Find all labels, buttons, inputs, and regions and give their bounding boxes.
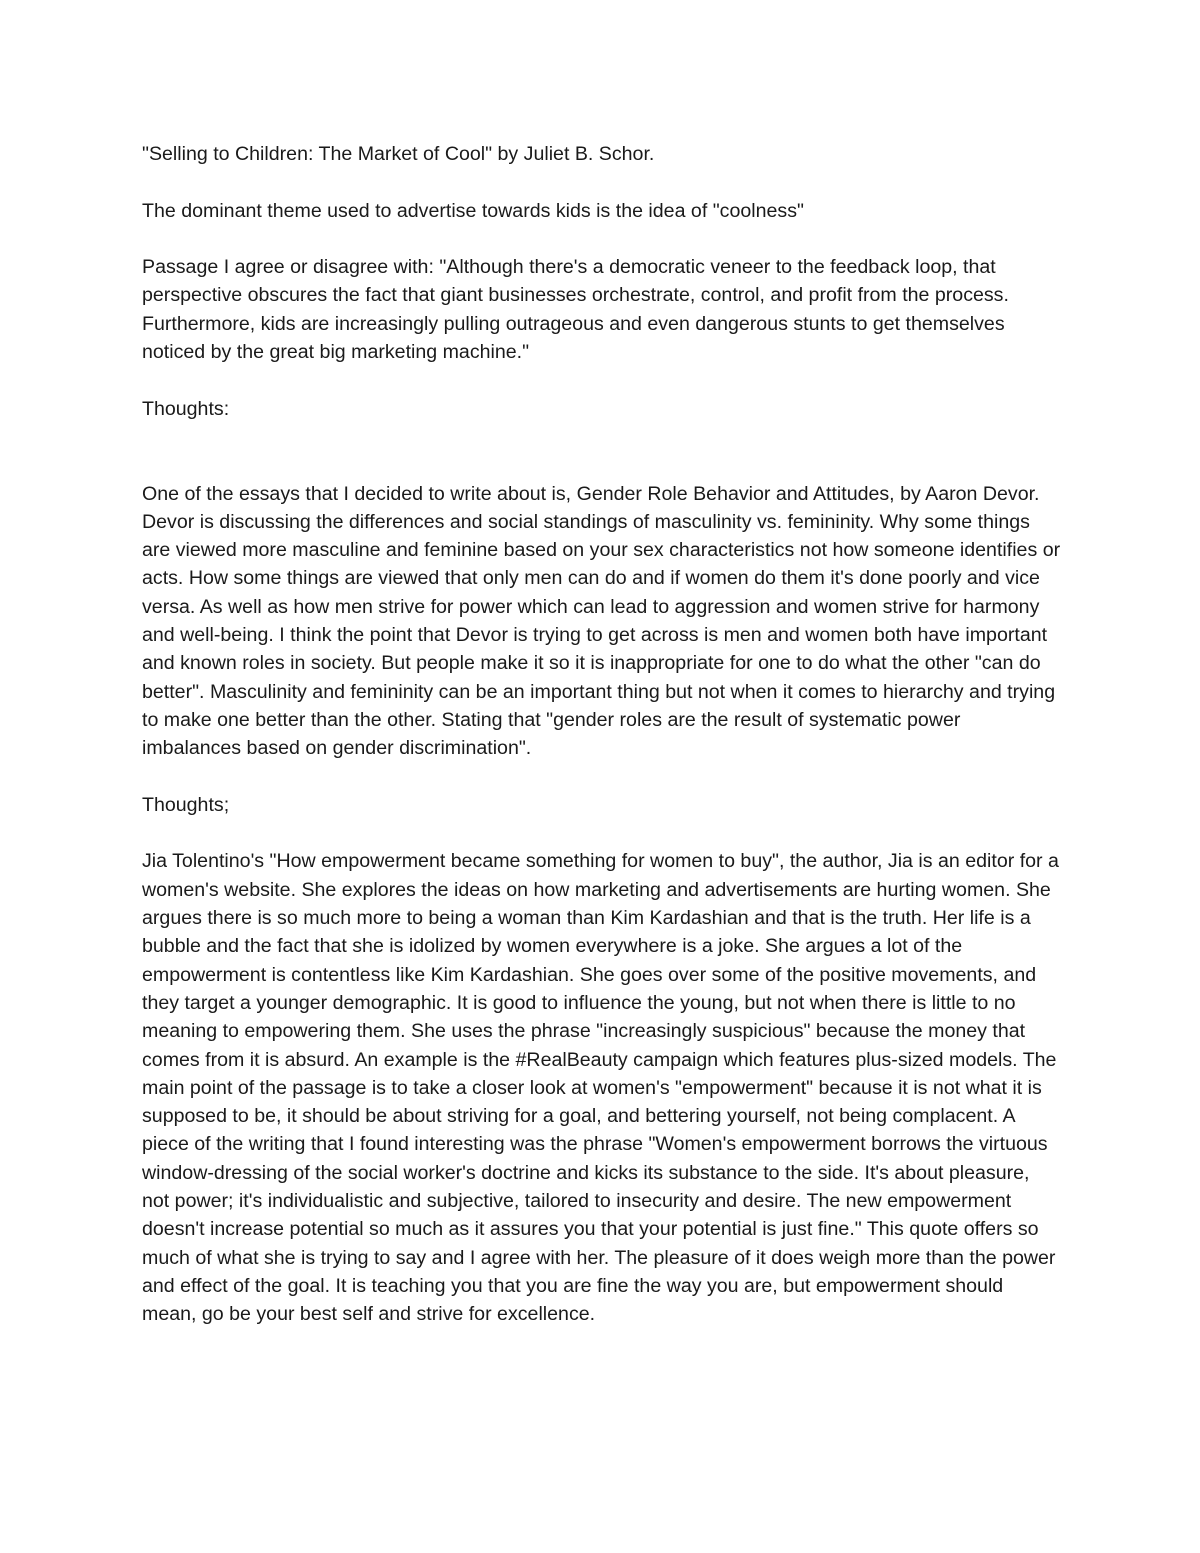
essay-paragraph-1: One of the essays that I decided to write about is, Gender Role Behavior and Attitudes, by Aaron Devor. Devor is discussing the differences and social standings of masculinity vs. femininity. Why some things are viewed more masculine and feminine based on your sex characteristics not how someone identifies or acts. How some things are viewed that only men can do and if women do them it's done poorly and vice versa. As well as how men strive for power which can lead to aggression and women strive for harmony and well-being. I think the point that Devor is trying to get across is men and women both have important and known roles in society. But people make it so it is inappropriate for one to do what the other "can do better". Masculinity and femininity can be an important thing but not when it comes to hierarchy and trying to make one better than the other. Stating that "gender roles are the result of systematic power imbalances based on gender discrimination". bbox=[142, 482, 1061, 760]
document-body bbox=[142, 140, 1062, 1328]
passage-paragraph: Passage I agree or disagree with: "Although there's a democratic veneer to the feedback loop, that perspective obscures the fact that giant businesses orchestrate, control, and profit from the process. Furthermore, kids are increasingly pulling outrageous and even dangerous stunts to get themselves noticed by the great big marketing machine." bbox=[142, 256, 1009, 364]
essay-paragraph-2: Jia Tolentino's "How empowerment became something for women to buy", the author, Jia is an editor for a women's website. She explores the ideas on how marketing and advertisements are hurting women. She argues there is so much more to being a woman than Kim Kardashian and that is the truth. Her life is a bubble and the fact that she is idolized by women everywhere is a joke. She argues a lot of the empowerment is contentless like Kim Kardashian. She goes over some of the positive movements, and they target a younger demographic. It is good to influence the young, but not when there is little to no meaning to empowering them. She uses the phrase "increasingly suspicious" because the money that comes from it is absurd. An example is the #RealBeauty campaign which features plus-sized models. The main point of the passage is to take a closer look at women's "empowerment" because it is not what it is supposed to be, it should be about striving for a goal, and bettering yourself, not being complacent. A piece of the writing that I found interesting was the phrase "Women's empowerment borrows the virtuous window-dressing of the social worker's doctrine and kicks its substance to the side. It's about pleasure, not power; it's individualistic and subjective, tailored to insecurity and desire. The new empowerment doesn't increase potential so much as it assures you that your potential is just fine." This quote offers so much of what she is trying to say and I agree with her. The pleasure of it does weigh more than the power and effect of the goal. It is teaching you that you are fine the way you are, but empowerment should mean, go be your best self and strive for excellence. bbox=[142, 850, 1059, 1326]
theme-line: The dominant theme used to advertise towards kids is the idea of "coolness" bbox=[142, 199, 804, 222]
thoughts-heading-2: Thoughts; bbox=[142, 793, 230, 816]
thoughts-heading-1: Thoughts: bbox=[142, 397, 230, 420]
title-line: "Selling to Children: The Market of Cool" by Juliet B. Schor. bbox=[142, 143, 655, 165]
